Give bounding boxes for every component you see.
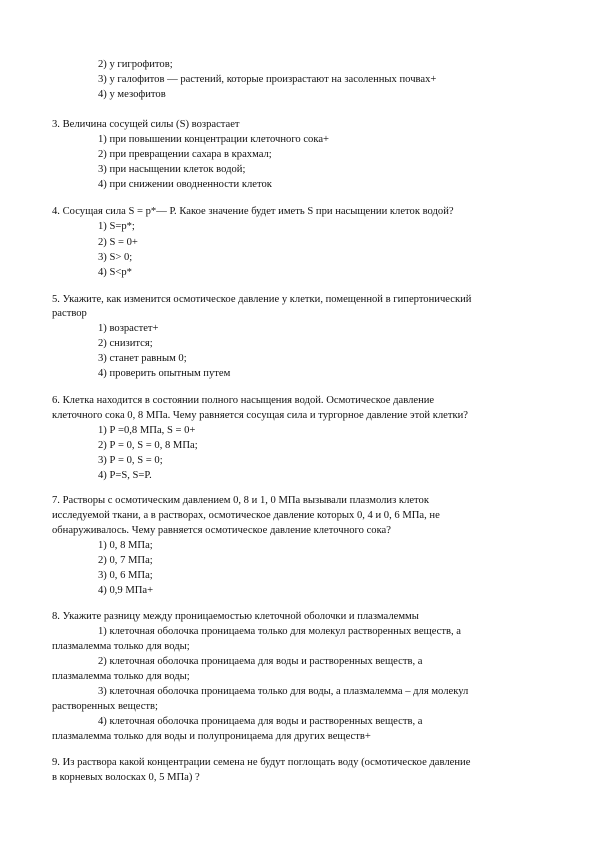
option-text: 1) клеточная оболочка проницаема только для молекул растворенных веществ, а xyxy=(98,626,461,637)
option-text: 3) у галофитов — растений, которые произрастают на засоленных почвах+ xyxy=(98,74,437,85)
option-text: 2) S = 0+ xyxy=(98,237,138,248)
question-text: исследуемой ткани, а в растворах, осмотическое давление которых 0, 4 и 0, 6 МПа, не xyxy=(52,510,440,521)
option-text: 3) клеточная оболочка проницаема только для воды, а плазмалемма – для молекул xyxy=(98,686,469,697)
question-text: 7. Растворы с осмотическим давлением 0, 8 и 1, 0 МПа вызывали плазмолиз клеток xyxy=(52,495,429,506)
option-text: 4) проверить опытным путем xyxy=(98,368,231,379)
option-text: 3) S> 0; xyxy=(98,252,133,263)
option-text: 2) 0, 7 МПа; xyxy=(98,555,153,566)
question-text: 6. Клетка находится в состоянии полного насыщения водой. Осмотическое давление xyxy=(52,395,435,406)
option-text: 2) у гигрофитов; xyxy=(98,59,173,70)
option-text: 1) 0, 8 МПа; xyxy=(98,540,153,551)
option-text: 2) клеточная оболочка проницаема для воды и растворенных веществ, а xyxy=(98,656,423,667)
option-text: 1) S=p*; xyxy=(98,221,135,232)
option-text: 4) у мезофитов xyxy=(98,89,166,100)
option-text: 2) Р = 0, S = 0, 8 МПа; xyxy=(98,440,198,451)
option-text: 3) при насыщении клеток водой; xyxy=(98,164,246,175)
option-text: 4) при снижении оводненности клеток xyxy=(98,179,272,190)
option-text-continued: плазмалемма только для воды; xyxy=(52,671,190,682)
option-text: 4) клеточная оболочка проницаема для воды и растворенных веществ, а xyxy=(98,716,423,727)
option-text: 2) при превращении сахара в крахмал; xyxy=(98,149,272,160)
question-text: 3. Величина сосущей силы (S) возрастает xyxy=(52,119,240,130)
option-text-continued: плазмалемма только для воды и полупроницаема для других веществ+ xyxy=(52,731,371,742)
question-text: 5. Укажите, как изменится осмотическое давление у клетки, помещенной в гипертонический xyxy=(52,294,472,305)
question-text: раствор xyxy=(52,308,87,319)
option-text: 1) Р =0,8 МПа, S = 0+ xyxy=(98,425,196,436)
option-text-continued: растворенных веществ; xyxy=(52,701,158,712)
option-text: 3) Р = 0, S = 0; xyxy=(98,455,163,466)
option-text-continued: плазмалемма только для воды; xyxy=(52,641,190,652)
option-text: 2) снизится; xyxy=(98,338,153,349)
option-text: 4) P=S, S=P. xyxy=(98,470,152,481)
question-text: клеточного сока 0, 8 МПа. Чему равняется сосущая сила и тургорное давление этой клетки? xyxy=(52,410,468,421)
option-text: 1) возрастет+ xyxy=(98,323,159,334)
option-text: 4) 0,9 МПа+ xyxy=(98,585,154,596)
question-text: обнаруживалось. Чему равняется осмотическое давление клеточного сока? xyxy=(52,525,391,536)
question-text: в корневых волосках 0, 5 МПа) ? xyxy=(52,772,200,783)
question-text: 4. Сосущая сила S = р*— Р. Какое значение будет иметь S при насыщении клеток водой? xyxy=(52,206,454,217)
option-text: 3) станет равным 0; xyxy=(98,353,187,364)
option-text: 1) при повышении концентрации клеточного сока+ xyxy=(98,134,330,145)
option-text: 3) 0, 6 МПа; xyxy=(98,570,153,581)
option-text: 4) S<p* xyxy=(98,267,132,278)
question-text: 9. Из раствора какой концентрации семена не будут поглощать воду (осмотическое давление xyxy=(52,757,471,768)
question-text: 8. Укажите разницу между проницаемостью клеточной оболочки и плазмалеммы xyxy=(52,611,419,622)
